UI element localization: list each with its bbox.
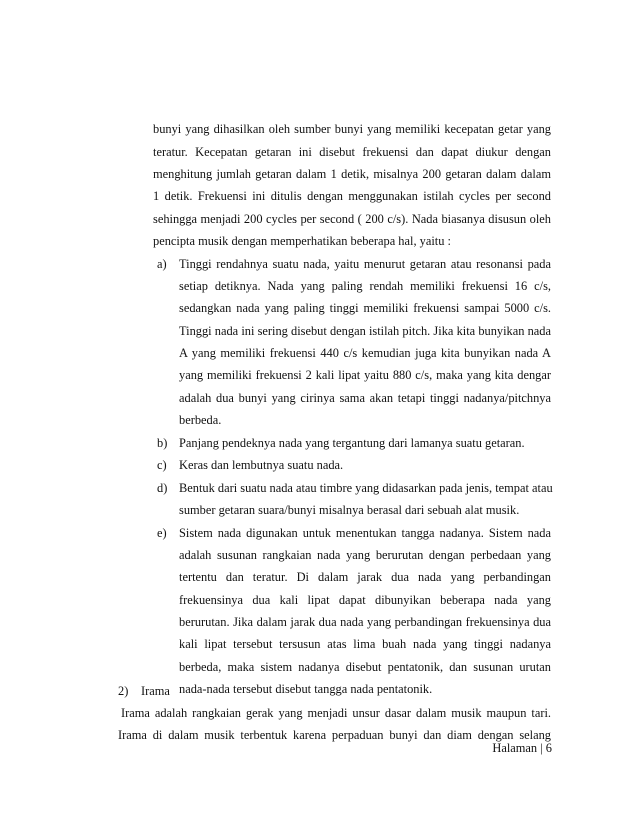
text-line: nada-nada tersebut disebut tangga nada pentatonik. (179, 682, 433, 696)
text-line: bunyi yang dihasilkan oleh sumber bunyi yang memiliki kecepatan getar yang (153, 122, 551, 136)
list-marker: b) (157, 436, 168, 450)
text-line: Tinggi nada ini sering disebut dengan istilah pitch. Jika kita bunyikan nada (179, 324, 551, 338)
page-number: Halaman | 6 (492, 741, 552, 755)
text-line: pencipta musik dengan memperhatikan beberapa hal, yaitu : (153, 234, 451, 248)
section-title: Irama (141, 684, 170, 698)
text-line: frekuensinya dua kali lipat dapat dibunyikan beberapa nada yang (179, 593, 551, 607)
text-line: adalah dua bunyi yang cirinya sama akan tetapi tinggi nadanya/pitchnya (179, 391, 551, 405)
text-line: Irama adalah rangkaian gerak yang menjadi unsur dasar dalam musik maupun tari. (121, 706, 551, 720)
text-line: berbeda, maka sistem nadanya disebut pentatonik, dan susunan urutan (179, 660, 551, 674)
text-line: sehingga menjadi 200 cycles per second ( 200 c/s). Nada biasanya disusun oleh (153, 212, 551, 226)
text-line: sedangkan nada yang paling tinggi memiliki frekuensi sampai 5000 c/s. (179, 301, 551, 315)
text-line: adalah susunan rangkaian nada yang berurutan dengan perbedaan yang (179, 548, 551, 562)
text-line: 1 detik. Frekuensi ini ditulis dengan menggunakan istilah cycles per second (153, 189, 551, 203)
list-marker: e) (157, 526, 167, 540)
text-line: Keras dan lembutnya suatu nada. (179, 458, 344, 472)
text-line: berbeda. (179, 413, 222, 427)
text-line: Sistem nada digunakan untuk menentukan tangga nadanya. Sistem nada (179, 526, 551, 540)
text-line: yang memiliki frekuensi 2 kali lipat yaitu 880 c/s, maka yang kita dengar (179, 368, 551, 382)
text-line: sumber getaran suara/bunyi misalnya berasal dari sebuah alat musik. (179, 503, 520, 517)
section-marker: 2) (118, 684, 129, 698)
text-line: berurutan. Jika dalam jarak dua nada yang perbandingan frekuensinya dua (179, 615, 551, 629)
text-line: Tinggi rendahnya suatu nada, yaitu menurut getaran atau resonansi pada (179, 257, 551, 271)
text-line: menghitung jumlah getaran dalam 1 detik, misalnya 200 getaran dalam dalam (153, 167, 551, 181)
list-marker: c) (157, 458, 167, 472)
text-line: Panjang pendeknya nada yang tergantung dari lamanya suatu getaran. (179, 436, 525, 450)
text-line: Irama di dalam musik terbentuk karena perpaduan bunyi dan diam dengan selang (118, 728, 551, 742)
text-line: A yang memiliki frekuensi 440 c/s kemudian juga kita bunyikan nada A (179, 346, 551, 360)
text-line: Bentuk dari suatu nada atau timbre yang didasarkan pada jenis, tempat atau (179, 481, 553, 495)
text-line: setiap detiknya. Nada yang paling rendah memiliki frekuensi 16 c/s, (179, 279, 551, 293)
text-line: tertentu dan teratur. Di dalam jarak dua nada yang perbandingan (179, 570, 551, 584)
text-line: kali lipat tersebut tersusun atas lima buah nada yang tinggi nadanya (179, 637, 551, 651)
text-line: teratur. Kecepatan getaran ini disebut frekuensi dan dapat diukur dengan (153, 145, 551, 159)
list-marker: a) (157, 257, 167, 271)
list-marker: d) (157, 481, 168, 495)
